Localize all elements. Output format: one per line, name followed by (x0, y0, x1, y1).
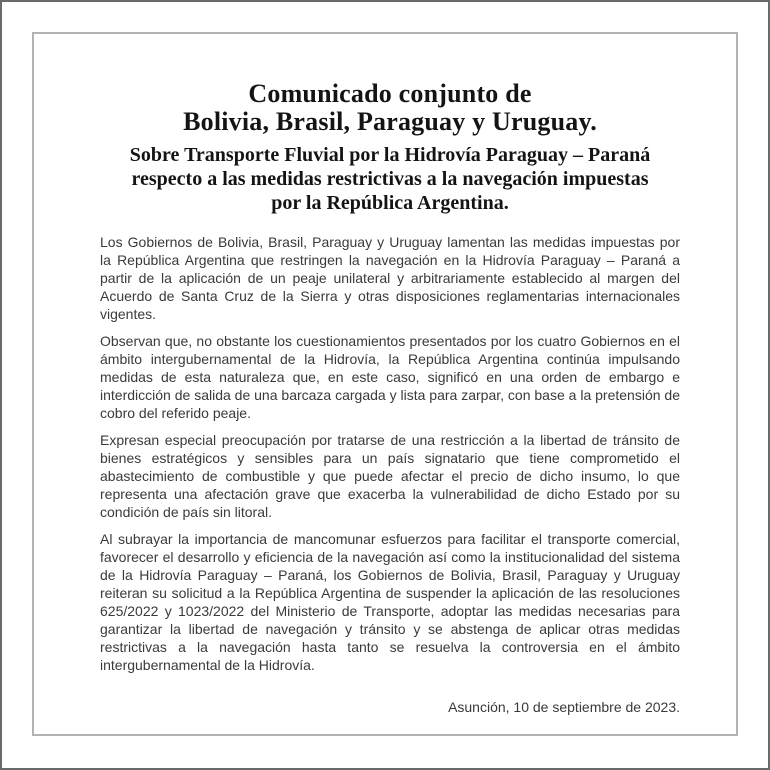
paragraph-4: Al subrayar la importancia de mancomunar esfuerzos para facilitar el transporte comercial, favorecer el desarrollo y eficiencia de la navegación así como la institucionalidad del sistema de la Hidrovía Paraguay – Paraná, los Gobiernos de Bolivia, Brasil, Paraguay y Uruguay reiteran su solicitud a la República Argentina de suspender la aplicación de las resoluciones 625/2022 y 1023/2022 del Ministerio de Transporte, adoptar las medidas necesarias para garantizar la libertad de navegación y tránsito y se abstenga de aplicar otras medidas restrictivas a la navegación hasta tanto se resuelva la controversia en el ámbito intergubernamental de la Hidrovía. (100, 531, 680, 674)
inner-frame-border (32, 32, 738, 736)
subtitle-line-3: por la República Argentina. (271, 192, 509, 215)
subtitle-line-2: respecto a las medidas restrictivas a la navegación impuestas (131, 168, 649, 191)
subtitle-line-1: Sobre Transporte Fluvial por la Hidrovía Paraguay – Paraná (129, 144, 651, 167)
title-line-1: Comunicado conjunto de (248, 79, 532, 108)
paragraph-2: Observan que, no obstante los cuestionamientos presentados por los cuatro Gobiernos en el ámbito intergubernamental de la Hidrovía, la República Argentina continúa impulsando medidas de esta naturaleza que, en este caso, significó en una orden de embargo e interdicción de salida de una barcaza cargada y lista para zarpar, con base a la pretensión de cobro del referido peaje. (100, 333, 680, 422)
title-line-2: Bolivia, Brasil, Paraguay y Uruguay. (183, 106, 597, 136)
document-body (100, 233, 680, 674)
dateline: Asunción, 10 de septiembre de 2023. (448, 699, 680, 716)
paragraph-1: Los Gobiernos de Bolivia, Brasil, Paraguay y Uruguay lamentan las medidas impuestas por la República Argentina que restringen la navegación en la Hidrovía Paraguay – Paraná a partir de la aplicación de un peaje unilateral y arbitrariamente establecido al margen del Acuerdo de Santa Cruz de la Sierra y otras disposiciones reglamentarias internacionales vigentes. (100, 234, 680, 323)
document-title (100, 80, 680, 135)
paragraph-3: Expresan especial preocupación por tratarse de una restricción a la libertad de tránsito de bienes estratégicos y sensibles para un país signatario que tiene comprometido el abastecimiento de combustible y que puede afectar el precio de dicho insumo, lo que representa una afectación grave que exacerba la vulnerabilidad de dicho Estado por su condición de país sin litoral. (100, 432, 680, 521)
document-content (100, 80, 680, 716)
document-subtitle (100, 143, 680, 215)
